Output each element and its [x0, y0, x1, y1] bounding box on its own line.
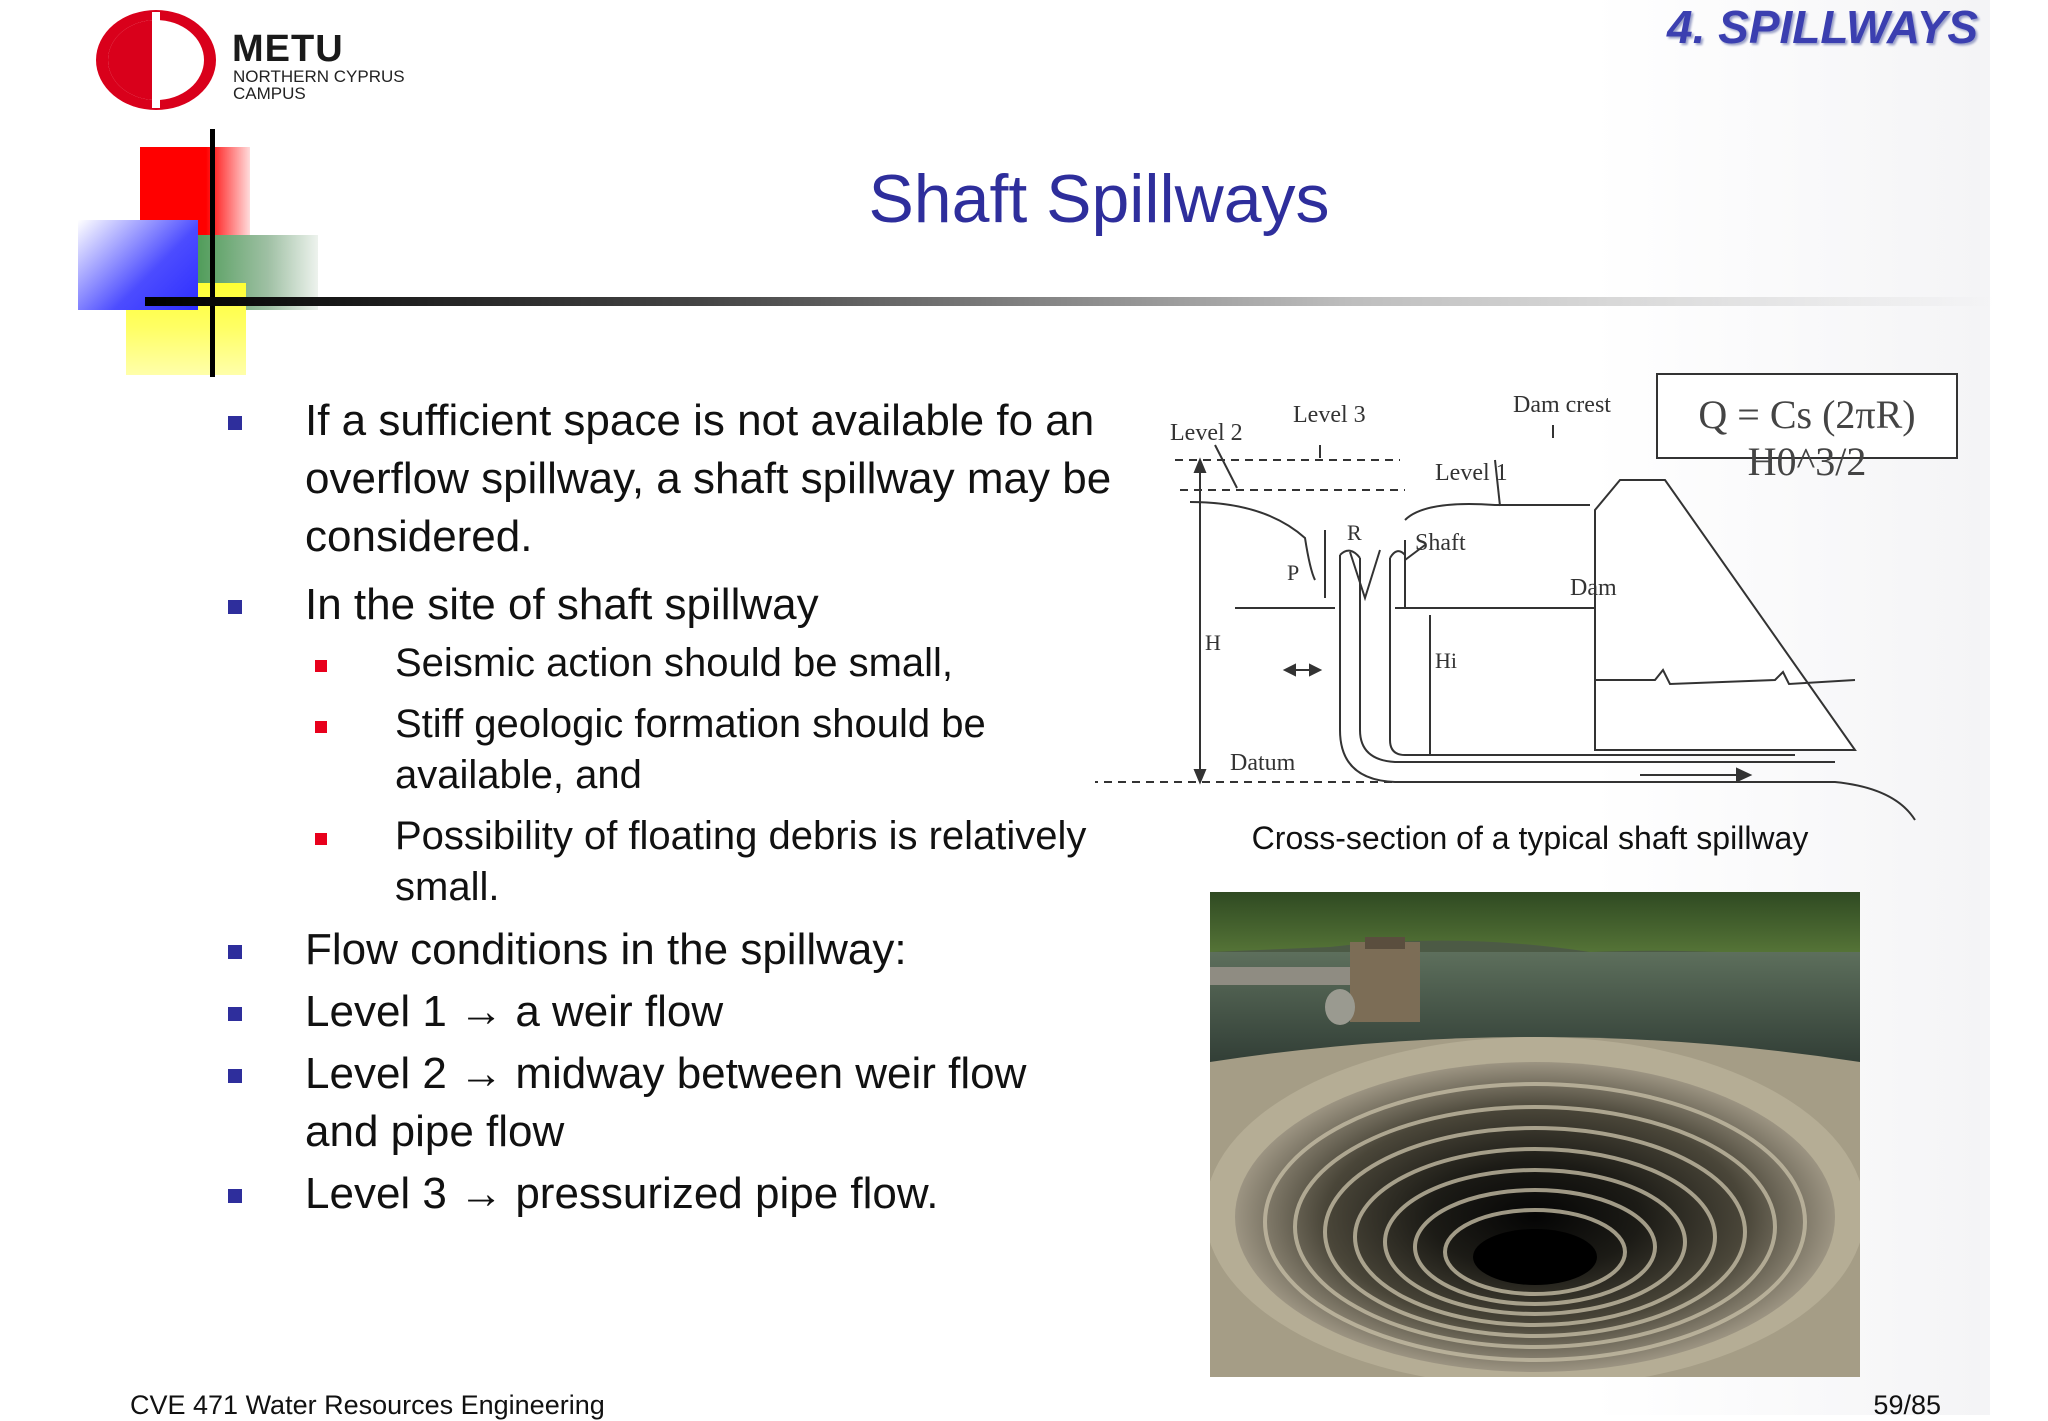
sub-bullet-marker-icon [315, 833, 327, 845]
label-r: R [1347, 520, 1362, 545]
label-dam: Dam [1570, 575, 1617, 601]
discharge-formula-box [1656, 373, 1958, 484]
section-title: 4. SPILLWAYS [1667, 1, 1978, 53]
figure-caption: Cross-section of a typical shaft spillway [1251, 820, 1809, 856]
bullet-marker-icon [228, 945, 242, 959]
bullet-text: If a sufficient space is not available fo an overflow spillway, a shaft spillway may be considered. [305, 396, 1112, 561]
bullet-marker-icon [228, 1069, 242, 1083]
bullet-marker-icon [228, 600, 242, 614]
bullet-text: Level 3 → pressurized pipe flow. [305, 1169, 939, 1218]
bullet-list [225, 392, 1145, 1223]
sub-bullet-marker-icon [315, 721, 327, 733]
sub-bullet-text: Possibility of floating debris is relatively small. [395, 814, 1087, 909]
metu-emblem-icon [92, 6, 220, 114]
label-shaft: Shaft [1415, 530, 1466, 556]
sub-bullet-text: Stiff geologic formation should be available, and [395, 702, 986, 797]
logo-subtitle [233, 68, 405, 102]
logo-subtitle-line2: CAMPUS [233, 84, 306, 103]
bullet-marker-icon [228, 1007, 242, 1021]
label-h: H [1205, 630, 1221, 655]
bullet-text: Flow conditions in the spillway: [305, 925, 907, 974]
sub-bullet-item [225, 638, 1145, 689]
metu-logo [92, 6, 412, 121]
bullet-text: Level 2 → midway between weir flow and pipe flow [305, 1049, 1027, 1156]
label-level-3: Level 3 [1293, 402, 1366, 428]
label-level-1: Level 1 [1435, 460, 1508, 486]
bullet-text: In the site of shaft spillway [305, 580, 819, 629]
logo-name: METU [232, 28, 344, 70]
sub-bullet-marker-icon [315, 660, 327, 672]
discharge-formula: Q = Cs (2πR) H0^3/2 [1698, 392, 1916, 484]
sub-bullet-item [225, 699, 1145, 801]
bullet-item [225, 921, 1145, 979]
label-level-2: Level 2 [1170, 420, 1243, 446]
slide-title: Shaft Spillways [868, 161, 1330, 237]
label-datum: Datum [1230, 750, 1296, 776]
bullet-marker-icon [228, 416, 242, 430]
label-dam-crest: Dam crest [1513, 392, 1611, 418]
bullet-text: Level 1 → a weir flow [305, 987, 724, 1036]
bullet-item [225, 983, 1145, 1041]
footer-page-number: 59/85 [1873, 1390, 1941, 1420]
bullet-item [225, 392, 1145, 566]
bullet-item [225, 576, 1145, 634]
logo-subtitle-line1: NORTHERN CYPRUS [233, 67, 405, 86]
label-p: P [1287, 560, 1300, 585]
horizontal-rule [145, 297, 1995, 306]
sub-bullet-text: Seismic action should be small, [395, 641, 954, 685]
shaft-spillway-photo [1210, 892, 1860, 1377]
label-hi: Hi [1435, 648, 1457, 673]
footer-course: CVE 471 Water Resources Engineering [130, 1390, 605, 1420]
bullet-item [225, 1165, 1145, 1223]
bullet-item [225, 1045, 1145, 1161]
bullet-marker-icon [228, 1189, 242, 1203]
sub-bullet-item [225, 811, 1145, 913]
